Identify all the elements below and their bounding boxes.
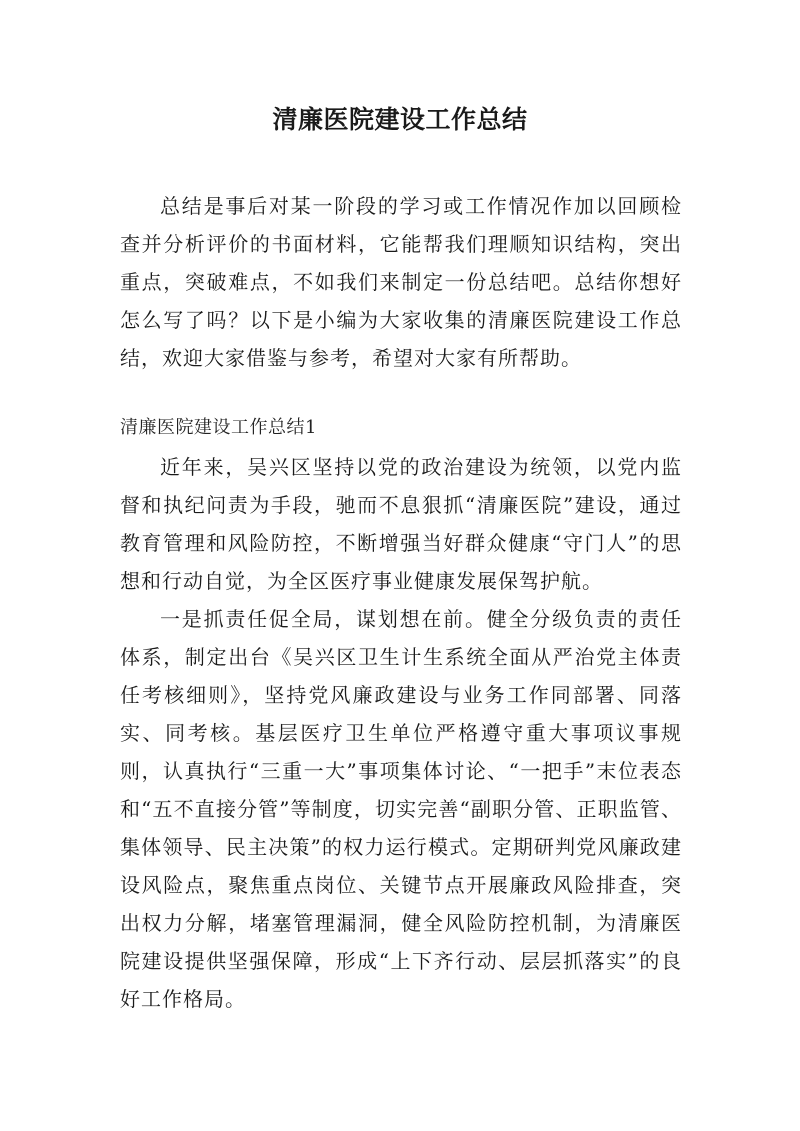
body-paragraph: 一是抓责任促全局，谋划想在前。健全分级负责的责任体系，制定出台《吴兴区卫生计生系统全面从严治党主体责任考核细则》，坚持党风廉政建设与业务工作同部署、同落实、同考核。基层医疗卫生单位严格遵守重大事项议事规则，认真执行“三重一大”事项集体讨论、“一把手”末位表态和“五不直接分管”等制度，切实完善“副职分管、正职监管、集体领导、民主决策”的权力运行模式。定期研判党风廉政建设风险点，聚焦重点岗位、关键节点开展廉政风险排查，突出权力分解，堵塞管理漏洞，健全风险防控机制，为清廉医院建设提供坚强保障，形成“上下齐行动、层层抓落实”的良好工作格局。: [120, 607, 682, 1011]
section-body: [120, 448, 682, 1018]
intro-section: [120, 187, 682, 377]
intro-paragraph: 总结是事后对某一阶段的学习或工作情况作加以回顾检查并分析评价的书面材料，它能帮我们理顺知识结构，突出重点，突破难点，不如我们来制定一份总结吧。总结你想好怎么写了吗？以下是小编为大家收集的清廉医院建设工作总结，欢迎大家借鉴与参考，希望对大家有所帮助。: [120, 194, 682, 370]
body-paragraph: 近年来，吴兴区坚持以党的政治建设为统领，以党内监督和执纪问责为手段，驰而不息狠抓“清廉医院”建设，通过教育管理和风险防控，不断增强当好群众健康“守门人”的思想和行动自觉，为全区医疗事业健康发展保驾护航。: [120, 455, 682, 593]
section-heading: 清廉医院建设工作总结1: [120, 417, 317, 438]
document-title: 清廉医院建设工作总结: [272, 105, 528, 134]
